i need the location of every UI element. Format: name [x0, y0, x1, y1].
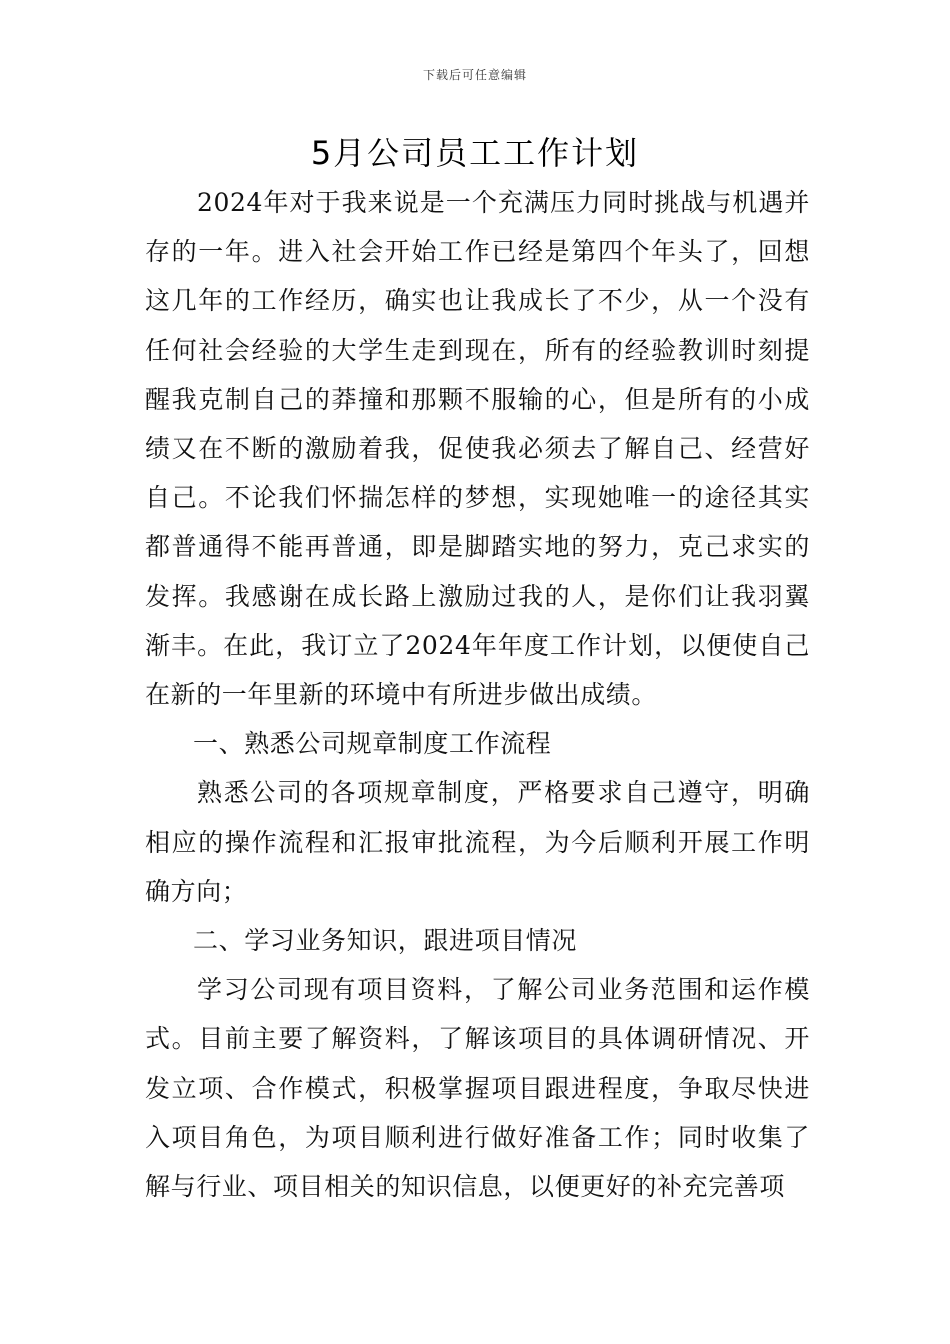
section-heading-2: 二、学习业务知识，跟进项目情况 — [193, 926, 578, 956]
page-title: 5月公司员工工作计划 — [310, 134, 640, 172]
paragraph-section-2: 学习公司现有项目资料，了解公司业务范围和运作模式。目前主要了解资料，了解该项目的具体调研情况、开发立项、合作模式，积极掌握项目跟进程度，争取尽快进入项目角色，为项目顺利进行做好准备工作；同时收集了解与行业、项目相关的知识信息，以便更好的补充完善项 — [145, 975, 810, 1202]
section-heading-1: 一、熟悉公司规章制度工作流程 — [193, 729, 552, 759]
paragraph-section-1: 熟悉公司的各项规章制度，严格要求自己遵守，明确相应的操作流程和汇报审批流程，为今后顺利开展工作明确方向； — [145, 778, 810, 906]
header-note: 下载后可任意编辑 — [422, 68, 527, 82]
paragraph-intro: 2024年对于我来说是一个充满压力同时挑战与机遇并存的一年。进入社会开始工作已经是第四个年头了，回想这几年的工作经历，确实也让我成长了不少，从一个没有任何社会经验的大学生走到现在，所有的经验教训时刻提醒我克制自己的莽撞和那颗不服输的心，但是所有的小成绩又在不断的激励着我，促使我必须去了解自己、经营好自己。不论我们怀揣怎样的梦想，实现她唯一的途径其实都普通得不能再普通，即是脚踏实地的努力，克己求实的发挥。我感谢在成长路上激励过我的人，是你们让我羽翼渐丰。在此，我订立了2024年年度工作计划，以便使自己在新的一年里新的环境中有所进步做出成绩。 — [145, 188, 810, 710]
document-body — [145, 178, 810, 1211]
